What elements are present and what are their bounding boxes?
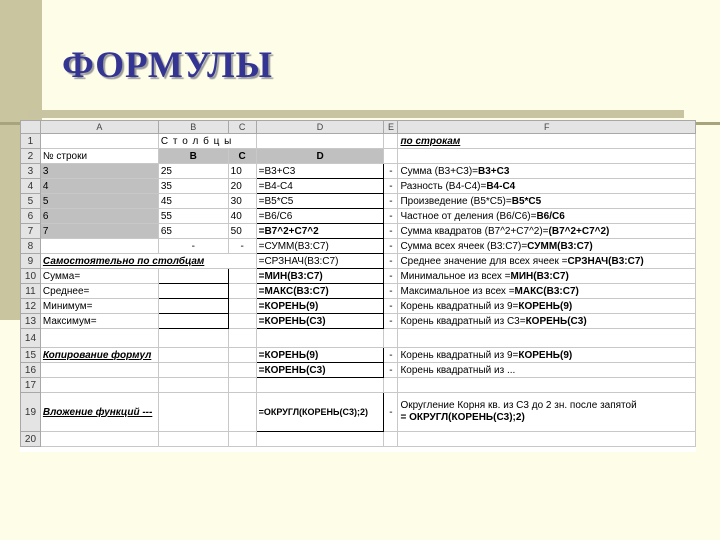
cell-formula: КОРЕНЬ(C3) <box>525 315 587 327</box>
row-header[interactable]: 16 <box>21 363 41 378</box>
cell[interactable]: Минимум= <box>40 299 158 314</box>
decor-strip <box>28 110 684 118</box>
cell[interactable] <box>40 134 158 149</box>
cell[interactable] <box>228 363 256 378</box>
cell[interactable] <box>398 299 696 314</box>
cell[interactable] <box>398 329 696 348</box>
cell[interactable] <box>398 254 696 269</box>
cell[interactable]: 7 <box>40 224 158 239</box>
cell[interactable] <box>398 194 696 209</box>
cell[interactable] <box>158 284 228 299</box>
cell[interactable] <box>228 432 256 447</box>
cell[interactable]: =КОРЕНЬ(C3) <box>256 363 384 378</box>
cell[interactable] <box>158 363 228 378</box>
row-header[interactable]: 13 <box>21 314 41 329</box>
row-header[interactable]: 20 <box>21 432 41 447</box>
cell[interactable] <box>158 314 228 329</box>
cell[interactable] <box>228 284 256 299</box>
cell[interactable]: 4 <box>40 179 158 194</box>
cell[interactable] <box>228 393 256 432</box>
cell-formula: СУММ(B3:C7) <box>527 240 593 252</box>
cell[interactable]: 6 <box>40 209 158 224</box>
cell-text: Корень квадратный из 9= <box>400 349 519 361</box>
cell[interactable]: - <box>384 269 398 284</box>
cell[interactable]: 30 <box>228 194 256 209</box>
cell[interactable]: - <box>384 209 398 224</box>
row-header[interactable]: 12 <box>21 299 41 314</box>
cell[interactable]: =B7^2+C7^2 <box>256 224 384 239</box>
cell[interactable] <box>398 179 696 194</box>
cell[interactable]: Самостоятельно по столбцам <box>40 254 256 269</box>
column-header-a[interactable]: A <box>40 121 158 134</box>
cell[interactable] <box>398 239 696 254</box>
cell[interactable]: =КОРЕНЬ(9) <box>256 348 384 363</box>
cell[interactable]: Максимум= <box>40 314 158 329</box>
cell[interactable]: - <box>384 363 398 378</box>
cell[interactable]: - <box>384 194 398 209</box>
row-header[interactable]: 5 <box>21 194 41 209</box>
cell[interactable]: - <box>384 314 398 329</box>
cell[interactable] <box>398 378 696 393</box>
cell[interactable]: Копирование формул <box>40 348 158 363</box>
cell[interactable] <box>158 269 228 284</box>
cell[interactable] <box>398 149 696 164</box>
column-header-c[interactable]: C <box>228 121 256 134</box>
cell[interactable] <box>398 284 696 299</box>
cell[interactable] <box>256 329 384 348</box>
row-header[interactable]: 19 <box>21 393 41 432</box>
cell[interactable]: - <box>384 299 398 314</box>
row-header[interactable]: 10 <box>21 269 41 284</box>
cell[interactable] <box>158 393 228 432</box>
cell[interactable]: =B6/C6 <box>256 209 384 224</box>
cell[interactable] <box>398 432 696 447</box>
cell[interactable] <box>384 149 398 164</box>
cell-formula: КОРЕНЬ(9) <box>518 349 573 361</box>
column-header-e[interactable]: E <box>384 121 398 134</box>
cell[interactable]: 50 <box>228 224 256 239</box>
cell[interactable] <box>256 378 384 393</box>
cell-formula: B6/C6 <box>536 210 565 222</box>
column-header-d[interactable]: D <box>256 121 384 134</box>
cell[interactable]: =МИН(B3:C7) <box>256 269 384 284</box>
cell-text: Среднее значение для всех ячеек = <box>400 255 568 267</box>
cell[interactable] <box>40 432 158 447</box>
cell[interactable]: B <box>158 149 228 164</box>
cell[interactable]: =КОРЕНЬ(9) <box>256 299 384 314</box>
cell-formula: B3+C3 <box>478 165 510 177</box>
cell[interactable]: 55 <box>158 209 228 224</box>
cell-text: Корень квадратный из C3= <box>400 315 526 327</box>
cell[interactable]: 20 <box>228 179 256 194</box>
row-header[interactable]: 6 <box>21 209 41 224</box>
cell[interactable]: 65 <box>158 224 228 239</box>
cell-formula: B5*C5 <box>511 195 542 207</box>
column-header-f[interactable]: F <box>398 121 696 134</box>
cell[interactable]: Среднее= <box>40 284 158 299</box>
cell[interactable] <box>398 164 696 179</box>
cell[interactable]: С т о л б ц ы <box>158 134 256 149</box>
cell[interactable]: =МАКС(B3:C7) <box>256 284 384 299</box>
cell[interactable] <box>158 432 228 447</box>
cell-formula: B4-C4 <box>486 180 516 192</box>
cell[interactable] <box>40 363 158 378</box>
cell-formula: (B7^2+C7^2) <box>548 225 610 237</box>
row-header[interactable]: 8 <box>21 239 41 254</box>
cell-text: Произведение (B5*C5)= <box>400 195 512 207</box>
cell-text: Частное от деления (B6/C6)= <box>400 210 537 222</box>
cell[interactable] <box>158 299 228 314</box>
cell[interactable] <box>228 314 256 329</box>
sheet-grid <box>20 120 696 447</box>
cell[interactable] <box>384 329 398 348</box>
cell[interactable] <box>158 329 228 348</box>
cell[interactable]: Сумма= <box>40 269 158 284</box>
cell[interactable] <box>398 314 696 329</box>
cell-text: Округление Корня кв. из C3 до 2 зн. после запятой <box>400 400 637 411</box>
cell-text: Сумма (B3+C3)= <box>400 165 479 177</box>
slide-title: ФОРМУЛЫ <box>62 45 274 86</box>
cell[interactable]: - <box>384 164 398 179</box>
cell-text: Разность (B4-C4)= <box>400 180 487 192</box>
cell-formula: МАКС(B3:C7) <box>514 285 579 297</box>
cell-formula: МИН(B3:C7) <box>510 270 569 282</box>
cell[interactable]: Вложение функций --- <box>40 393 158 432</box>
cell[interactable] <box>384 432 398 447</box>
row-header[interactable]: 4 <box>21 179 41 194</box>
row-header[interactable]: 7 <box>21 224 41 239</box>
cell[interactable] <box>398 348 696 363</box>
cell[interactable] <box>384 378 398 393</box>
row-header[interactable]: 15 <box>21 348 41 363</box>
cell[interactable] <box>40 329 158 348</box>
row-header[interactable]: 14 <box>21 329 41 348</box>
cell[interactable] <box>228 378 256 393</box>
cell-text: Сумма всех ячеек (B3:C7)= <box>400 240 528 252</box>
cell[interactable]: =КОРЕНЬ(C3) <box>256 314 384 329</box>
cell[interactable]: 10 <box>228 164 256 179</box>
cell-text: Максимальное из всех = <box>400 285 515 297</box>
cell[interactable]: D <box>256 149 384 164</box>
cell[interactable]: Корень квадратный из ... <box>398 363 696 378</box>
cell[interactable] <box>158 348 228 363</box>
cell[interactable] <box>384 134 398 149</box>
cell[interactable] <box>40 378 158 393</box>
cell[interactable]: - <box>228 239 256 254</box>
cell-formula: = ОКРУГЛ(КОРЕНЬ(C3);2) <box>400 412 525 423</box>
cell-text: Минимальное из всех = <box>400 270 511 282</box>
row-header[interactable]: 11 <box>21 284 41 299</box>
cell[interactable] <box>398 224 696 239</box>
row-header[interactable]: 17 <box>21 378 41 393</box>
select-all-corner[interactable] <box>21 121 41 134</box>
cell[interactable]: =ОКРУГЛ(КОРЕНЬ(C3);2) <box>256 393 384 432</box>
cell[interactable]: - <box>384 179 398 194</box>
cell[interactable]: - <box>384 224 398 239</box>
cell[interactable]: 3 <box>40 164 158 179</box>
cell[interactable] <box>398 209 696 224</box>
cell[interactable]: =B3+C3 <box>256 164 384 179</box>
cell[interactable]: =B4-C4 <box>256 179 384 194</box>
cell-formula: КОРЕНЬ(9) <box>518 300 573 312</box>
cell[interactable] <box>228 348 256 363</box>
cell[interactable] <box>228 299 256 314</box>
cell-text: Корень квадратный из 9= <box>400 300 519 312</box>
cell[interactable]: - <box>384 348 398 363</box>
cell[interactable]: - <box>158 239 228 254</box>
cell[interactable]: - <box>384 254 398 269</box>
cell[interactable]: 25 <box>158 164 228 179</box>
cell[interactable]: C <box>228 149 256 164</box>
cell[interactable] <box>398 393 696 432</box>
row-header[interactable]: 1 <box>21 134 41 149</box>
row-header[interactable]: 9 <box>21 254 41 269</box>
cell-formula: СРЗНАЧ(B3:C7) <box>567 255 644 267</box>
cell[interactable] <box>228 329 256 348</box>
spreadsheet <box>20 120 696 452</box>
cell[interactable] <box>256 432 384 447</box>
cell[interactable]: =СРЗНАЧ(B3:C7) <box>256 254 384 269</box>
cell[interactable]: 35 <box>158 179 228 194</box>
cell[interactable]: 40 <box>228 209 256 224</box>
cell[interactable] <box>256 134 384 149</box>
row-header[interactable]: 2 <box>21 149 41 164</box>
cell[interactable]: № строки <box>40 149 158 164</box>
column-header-b[interactable]: B <box>158 121 228 134</box>
cell[interactable] <box>40 239 158 254</box>
cell[interactable] <box>398 269 696 284</box>
cell[interactable]: =СУММ(B3:C7) <box>256 239 384 254</box>
cell-text: Сумма квадратов (B7^2+C7^2)= <box>400 225 549 237</box>
cell[interactable] <box>158 378 228 393</box>
cell[interactable] <box>228 269 256 284</box>
cell[interactable]: =B5*C5 <box>256 194 384 209</box>
cell[interactable]: - <box>384 284 398 299</box>
cell[interactable]: - <box>384 239 398 254</box>
cell[interactable]: 5 <box>40 194 158 209</box>
row-header[interactable]: 3 <box>21 164 41 179</box>
cell[interactable]: - <box>384 393 398 432</box>
cell[interactable]: 45 <box>158 194 228 209</box>
cell[interactable]: по строкам <box>398 134 696 149</box>
